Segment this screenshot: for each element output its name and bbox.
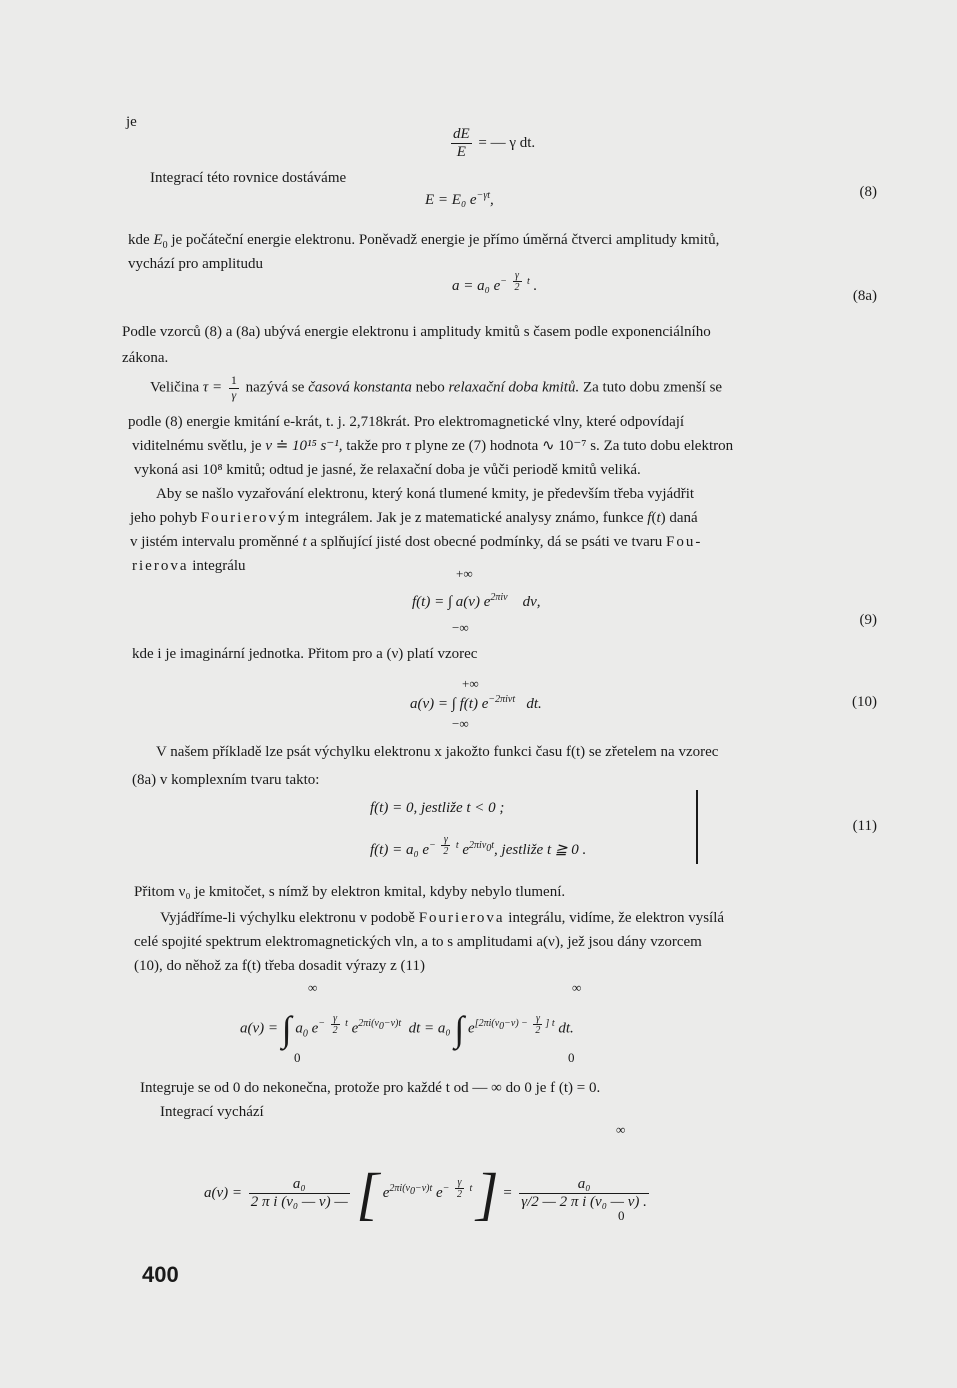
text-line: kde i je imaginární jednotka. Přitom pro a (ν) platí vzorec [132,646,478,662]
equation-9 [412,592,541,611]
text-line: viditelnému světlu, je ν ≐ 10¹⁵ s⁻¹, takže pro τ plyne ze (7) hodnota ∿ 10⁻⁷ s. Za tuto dobu elektron [132,438,734,454]
equation-10 [410,694,542,713]
equation-text: ∿ 10⁻⁷ s. [542,438,600,454]
text-span: jeho pohyb [130,510,198,526]
integral-upper-limit: ∞ [572,980,582,995]
equation-number: (11) [852,818,877,834]
text-span: takže pro [346,438,402,454]
equation-text: a = a₀ e [452,277,501,294]
text-line: Integruje se od 0 do nekonečna, protože pro každé t od — ∞ do 0 je f (t) = 0. [140,1080,601,1096]
text-span: daná [669,510,698,526]
text-line: (8a) v komplexním tvaru takto: [132,772,320,788]
text-span: Fourierovým [200,510,302,526]
text-line [132,558,246,575]
equation-text: dt. [558,1020,574,1037]
equation-number: (10) [852,694,877,710]
text-line: Veličina τ = $\frac{1}{\gamma}$ nazývá se časová konstanta nebo relaxační doba kmitů. Za tuto dobu zmenší se [150,373,723,402]
text-span: relaxační doba kmitů. [448,379,580,396]
equation-text: dν, [522,594,541,610]
equation-11b: f(t) = a₀ $e^{- \frac{\gamma}{2} t}$ $e^{2\pi i\nu_0t}$, jestliže t ≧ 0 . [370,834,587,858]
text-span: nebo [415,379,445,396]
text-line: Aby se našlo vyzařování elektronu, který koná tlumené kmity, je především třeba vyjádřit [156,486,695,502]
equation-8a: a = a₀ $e^{- \frac{\gamma}{2} t}$ . [452,270,538,294]
text-span: kde [128,232,150,248]
text-line: Přitom ν₀ je kmitočet, s nímž by elektron kmital, kdyby nebylo tlumení. [134,884,566,900]
text-line: vychází pro amplitudu [128,256,263,272]
equation-number: (8) [859,184,877,200]
equation-text: E = E₀ e [425,192,477,208]
bracket-upper-limit: ∞ [616,1122,626,1137]
text-line [160,910,724,927]
exponent: −2πiνt [488,694,516,705]
exponent: −γt [476,190,491,201]
text-span: integrálem. Jak je z matematické analysy známo, funkce [304,510,644,526]
integral-lower-limit: −∞ [452,620,469,635]
text-line: (10), do něhož za f(t) třeba dosadit výrazy z (11) [134,958,425,974]
text-span: a splňující jisté dost obecné podmínky, dá se psáti ve tvaru [310,534,663,550]
text-span: Fourierova [418,910,505,926]
text-line: kde $E_0$ je počáteční energie elektronu. Poněvadž energie je přímo úměrná čtverci amplitudy kmitů, [128,232,720,251]
text-span: Fou- [666,534,703,550]
text-line: Integrací vychází [160,1104,264,1120]
text-span: Vyjádříme-li výchylku elektronu v podobě [160,910,415,926]
integral-upper-limit: ∞ [308,980,318,995]
equation-dE: $\frac{dE}{E}$ = — γ dt. [453,126,536,160]
text-span: nazývá se [245,379,305,396]
equation-12: a(ν) = ∫ $a_0$ $e^{- \frac{\gamma}{2} t}$ $e^{2\pi i(\nu_0-\nu)t}$ dt = a₀ ∫ $e^{[2\pi i(\nu_0-\nu) - \frac{\gamma}{2} ] t}$ dt. [240,1009,574,1049]
equation-text: ν ≐ 10¹⁵ s⁻¹, [265,438,343,454]
bracket-lower-limit: 0 [618,1208,625,1223]
integral-upper-limit: +∞ [462,676,479,691]
text-span: plyne ze (7) hodnota [414,438,539,454]
text-line: v jistém intervalu proměnné t a splňující jisté dost obecné podmínky, dá se psáti ve tvaru Fou- [130,534,703,550]
equation-brace [688,790,698,864]
text-line: Podle vzorců (8) a (8a) ubývá energie elektronu i amplitudy kmitů s časem podle exponenciálního [122,324,711,340]
equation-text: a(ν) = [204,1184,243,1201]
equation-text: f(t) = a₀ e [370,841,430,858]
integral-upper-limit: +∞ [456,566,473,581]
equation-text: τ = [202,379,223,396]
exponent: 2πiν [490,592,508,603]
text-line: je [126,114,137,130]
text-span: viditelnému světlu, je [132,438,262,454]
text-line: vykoná asi 10⁸ kmitů; odtud je jasné, že relaxační doba je vůči periodě kmitů veliká. [134,462,641,478]
page-number: 400 [142,1262,179,1287]
integral-lower-limit: −∞ [452,716,469,731]
text-span: Za tuto dobu elektron [603,438,734,454]
text-span: rierova [132,558,189,574]
text-span: je počáteční energie elektronu. Poněvadž energie je přímo úměrná čtverci amplitudy kmitů, [171,232,720,248]
text-line: jeho pohyb Fourierovým integrálem. Jak je z matematické analysy známo, funkce f(t) daná [130,510,698,526]
text-span: integrálu, vidíme, že elektron vysílá [508,910,725,926]
equation-text: dt = a₀ [408,1020,451,1037]
equation-number: (9) [859,612,877,628]
equation-number: (8a) [852,288,877,304]
equation-text: , jestliže t ≧ 0 . [494,841,587,858]
equation-text: dt. [526,696,542,712]
equation-text: f(t) = ∫ a(ν) e [412,594,491,610]
text-line: zákona. [122,350,169,366]
text-line: podle (8) energie kmitání e-krát, t. j. 2,718krát. Pro elektromagnetické vlny, které odpovídají [128,414,685,430]
equation-text: a(ν) = [240,1020,279,1037]
equation-text: a(ν) = ∫ f(t) e [410,696,489,712]
integral-lower-limit: 0 [568,1050,575,1065]
text-span: v jistém intervalu proměnné [130,534,299,550]
text-line: V našem příkladě lze psát výchylku elektronu x jakožto funkci času f(t) se zřetelem na vzorec [156,744,719,760]
text-span: integrálu [192,558,246,574]
equation-13: a(ν) = $\frac{\text{a₀}}{\text{2 π i (ν₀ — ν) —}}$ [ $e^{2\pi i(\nu_0-\nu)t}$ $e^{- \frac{\gamma}{2} t}$ ] = $\frac{\text{a₀}}{\text{γ/2 — 2 π i (ν₀ — ν) .}}$ [204,1161,647,1226]
integral-lower-limit: 0 [294,1050,301,1065]
equation-text: = — γ dt. [478,134,536,151]
text-span: Veličina [150,379,200,396]
text-line: Integrací této rovnice dostáváme [150,170,347,186]
text-span: časová konstanta [308,379,412,396]
equation-11a: f(t) = 0, jestliže t < 0 ; [370,800,505,816]
equation-8: E = E₀ $e^{-\gamma t}$, [425,190,494,208]
text-span: Za tuto dobu zmenší se [582,379,723,396]
text-line: celé spojité spektrum elektromagnetických vln, a to s amplitudami a(ν), jež jsou dány vzorcem [134,934,702,950]
